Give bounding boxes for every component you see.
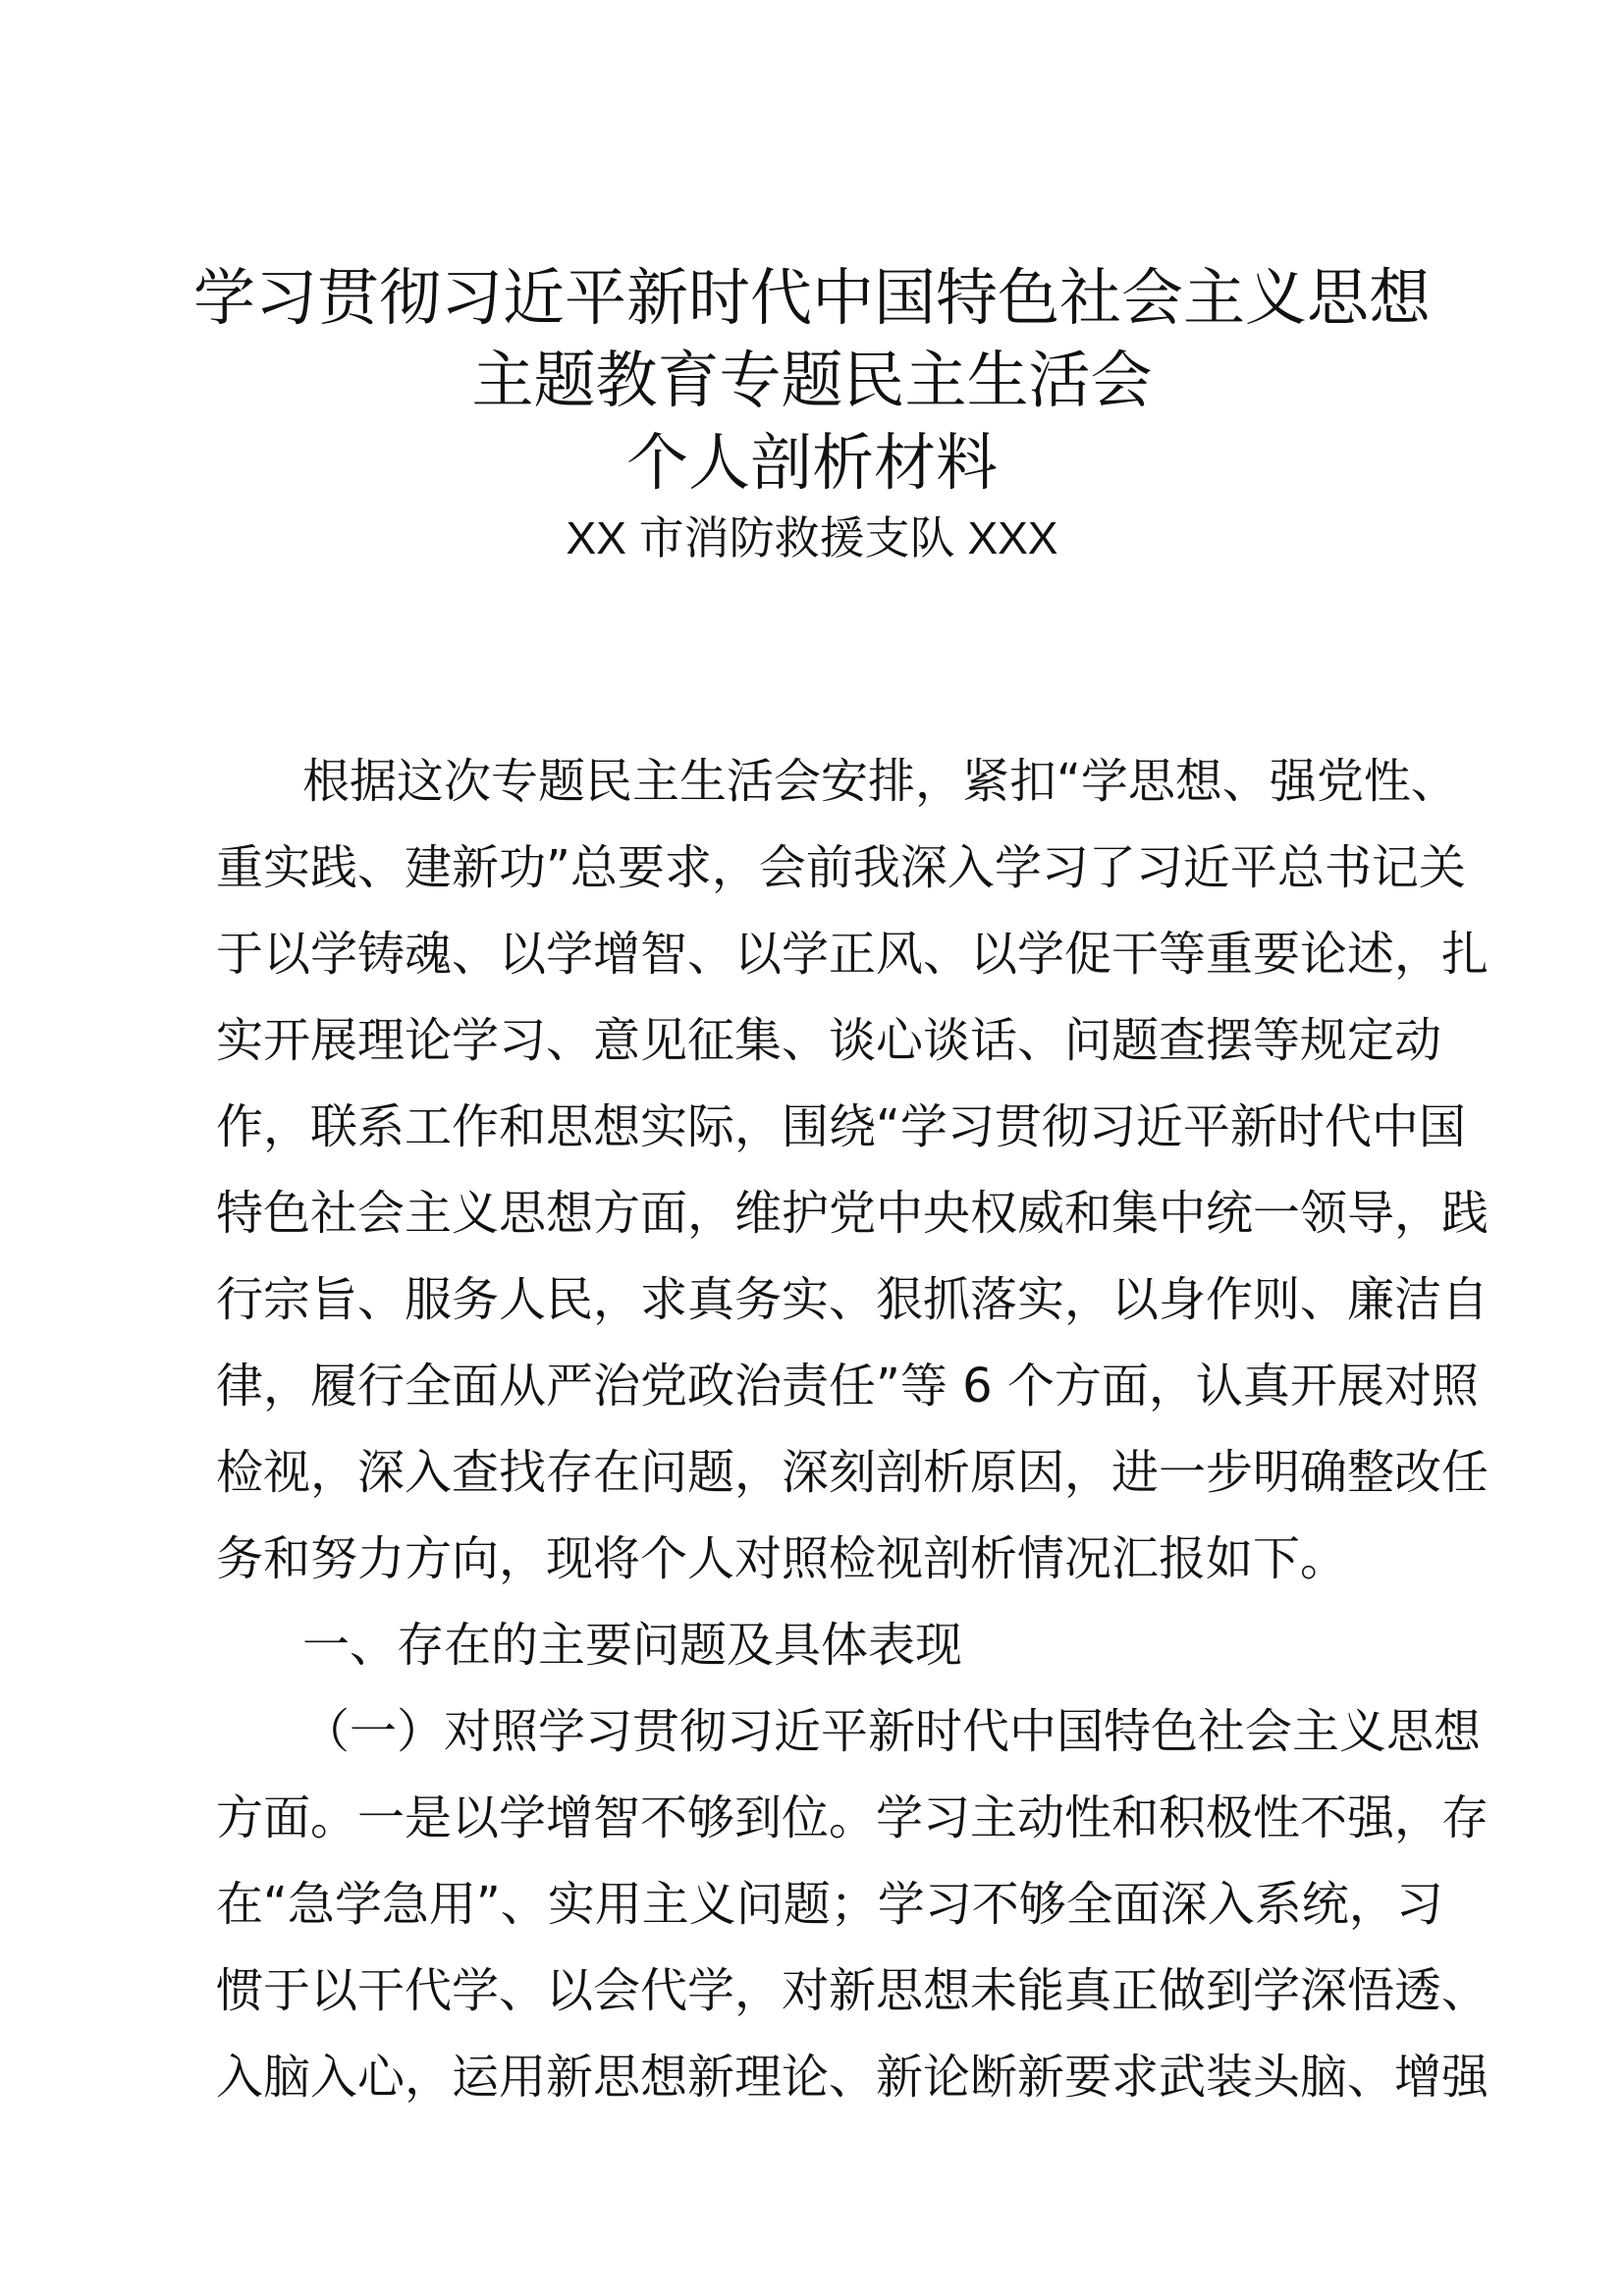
text-line: 行宗旨、服务人民，求真务实、狠抓落实，以身作则、廉洁自 — [216, 1272, 1489, 1327]
author-line: XX 市消防救援支队 XXX — [566, 512, 1058, 563]
body-text — [216, 738, 1489, 2120]
title-line-3: 个人剖析材料 — [626, 427, 998, 499]
subsection-line: （一）对照学习贯彻习近平新时代中国特色社会主义思想 — [302, 1704, 1482, 1759]
text-line: 实开展理论学习、意见征集、谈心谈话、问题查摆等规定动 — [216, 1013, 1442, 1068]
text-line: 作，联系工作和思想实际，围绕“学习贯彻习近平新时代中国 — [216, 1099, 1466, 1154]
text-line: 重实践、建新功”总要求，会前我深入学习了习近平总书记关 — [216, 840, 1466, 895]
title-block — [0, 257, 1624, 567]
text-line: 根据这次专题民主生活会安排，紧扣“学思想、强党性、 — [302, 754, 1458, 809]
title-line-1: 学习贯彻习近平新时代中国特色社会主义思想 — [193, 262, 1431, 334]
text-line: 检视，深入查找存在问题，深刻剖析原因，进一步明确整改任 — [216, 1445, 1489, 1500]
section-heading: 一、存在的主要问题及具体表现 — [302, 1618, 963, 1673]
text-line: 方面。一是以学增智不够到位。学习主动性和积极性不强，存 — [216, 1790, 1489, 1845]
text-line: 于以学铸魂、以学增智、以学正风、以学促干等重要论述，扎 — [216, 927, 1489, 982]
text-line: 入脑入心，运用新思想新理论、新论断新要求武装头脑、增强 — [216, 2050, 1489, 2105]
title-line-2: 主题教育专题民主生活会 — [471, 345, 1153, 416]
text-line: 特色社会主义思想方面，维护党中央权威和集中统一领导，践 — [216, 1186, 1489, 1241]
text-line: 务和努力方向，现将个人对照检视剖析情况汇报如下。 — [216, 1531, 1348, 1586]
text-line: 律，履行全面从严治党政治责任”等 6 个方面，认真开展对照 — [216, 1359, 1479, 1414]
text-line: 惯于以干代学、以会代学，对新思想未能真正做到学深悟透、 — [216, 1963, 1489, 2018]
text-line: 在“急学急用”、实用主义问题；学习不够全面深入系统，习 — [216, 1877, 1443, 1932]
